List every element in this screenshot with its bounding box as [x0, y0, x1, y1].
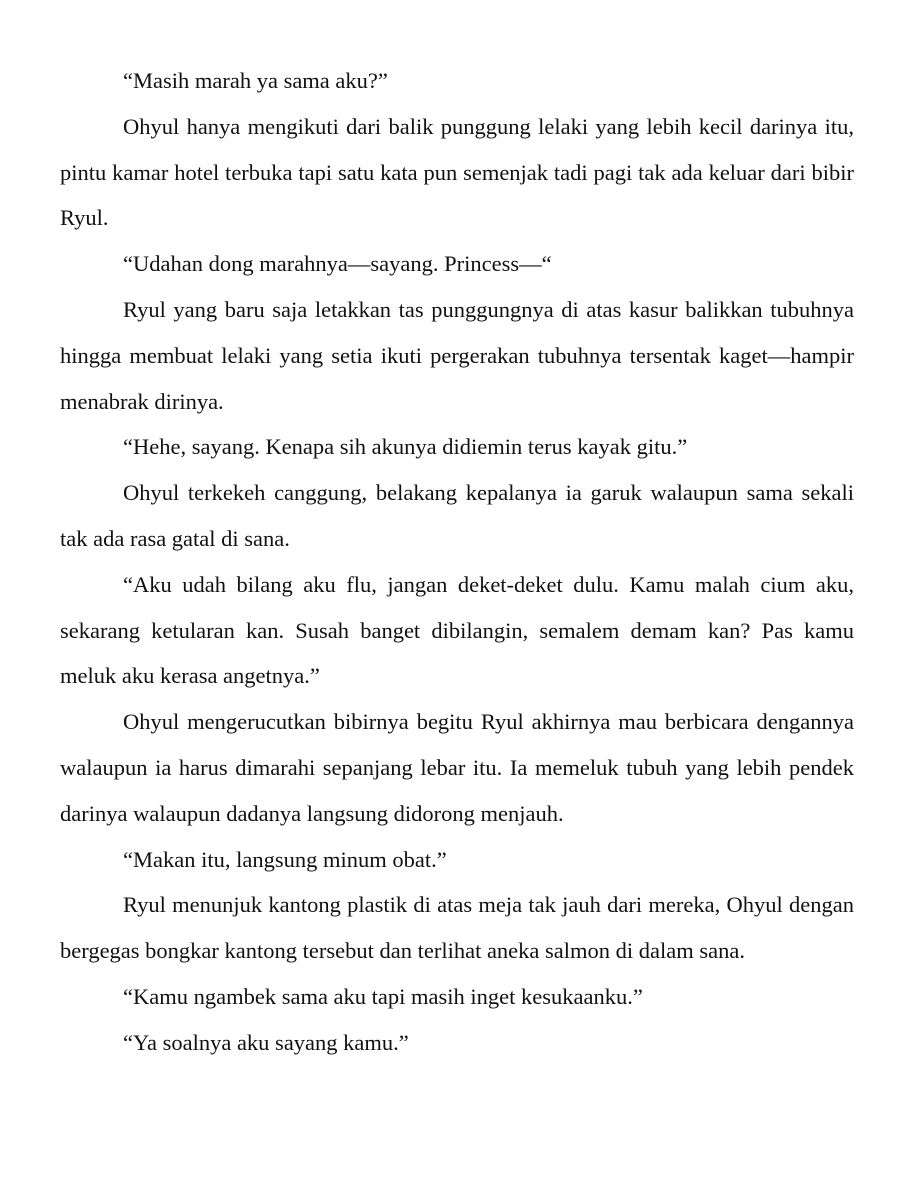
- paragraph: Ryul menunjuk kantong plastik di atas meja tak jauh dari mereka, Ohyul dengan bergegas bongkar kantong tersebut dan terlihat aneka salmon di dalam sana.: [60, 892, 854, 964]
- paragraph: “Hehe, sayang. Kenapa sih akunya didiemin terus kayak gitu.”: [123, 434, 688, 460]
- paragraph: “Udahan dong marahnya—sayang. Princess—“: [123, 251, 552, 277]
- paragraph: “Masih marah ya sama aku?”: [123, 68, 388, 93]
- paragraph: “Ya soalnya aku sayang kamu.”: [123, 1029, 409, 1055]
- paragraph: Ohyul mengerucutkan bibirnya begitu Ryul akhirnya mau berbicara dengannya walaupun ia harus dimarahi sepanjang lebar itu. Ia memeluk tubuh yang lebih pendek darinya walaupun dadanya langsung didorong menjauh.: [60, 709, 854, 826]
- paragraph: Ohyul hanya mengikuti dari balik punggung lelaki yang lebih kecil darinya itu, pintu kamar hotel terbuka tapi satu kata pun semenjak tadi pagi tak ada keluar dari bibir Ryul.: [60, 113, 854, 231]
- paragraph: Ryul yang baru saja letakkan tas punggungnya di atas kasur balikkan tubuhnya hingga membuat lelaki yang setia ikuti pergerakan tubuhnya tersentak kaget—hampir menabrak dirinya.: [60, 296, 854, 414]
- paragraph: Ohyul terkekeh canggung, belakang kepalanya ia garuk walaupun sama sekali tak ada rasa gatal di sana.: [60, 480, 854, 551]
- paragraph: “Kamu ngambek sama aku tapi masih inget kesukaanku.”: [123, 983, 643, 1009]
- paragraph: “Aku udah bilang aku flu, jangan deket-deket dulu. Kamu malah cium aku, sekarang ketularan kan. Susah banget dibilangin, semalem demam kan? Pas kamu meluk aku kerasa angetnya.”: [60, 571, 854, 689]
- document-page: [60, 58, 854, 1066]
- paragraph: “Makan itu, langsung minum obat.”: [123, 846, 447, 872]
